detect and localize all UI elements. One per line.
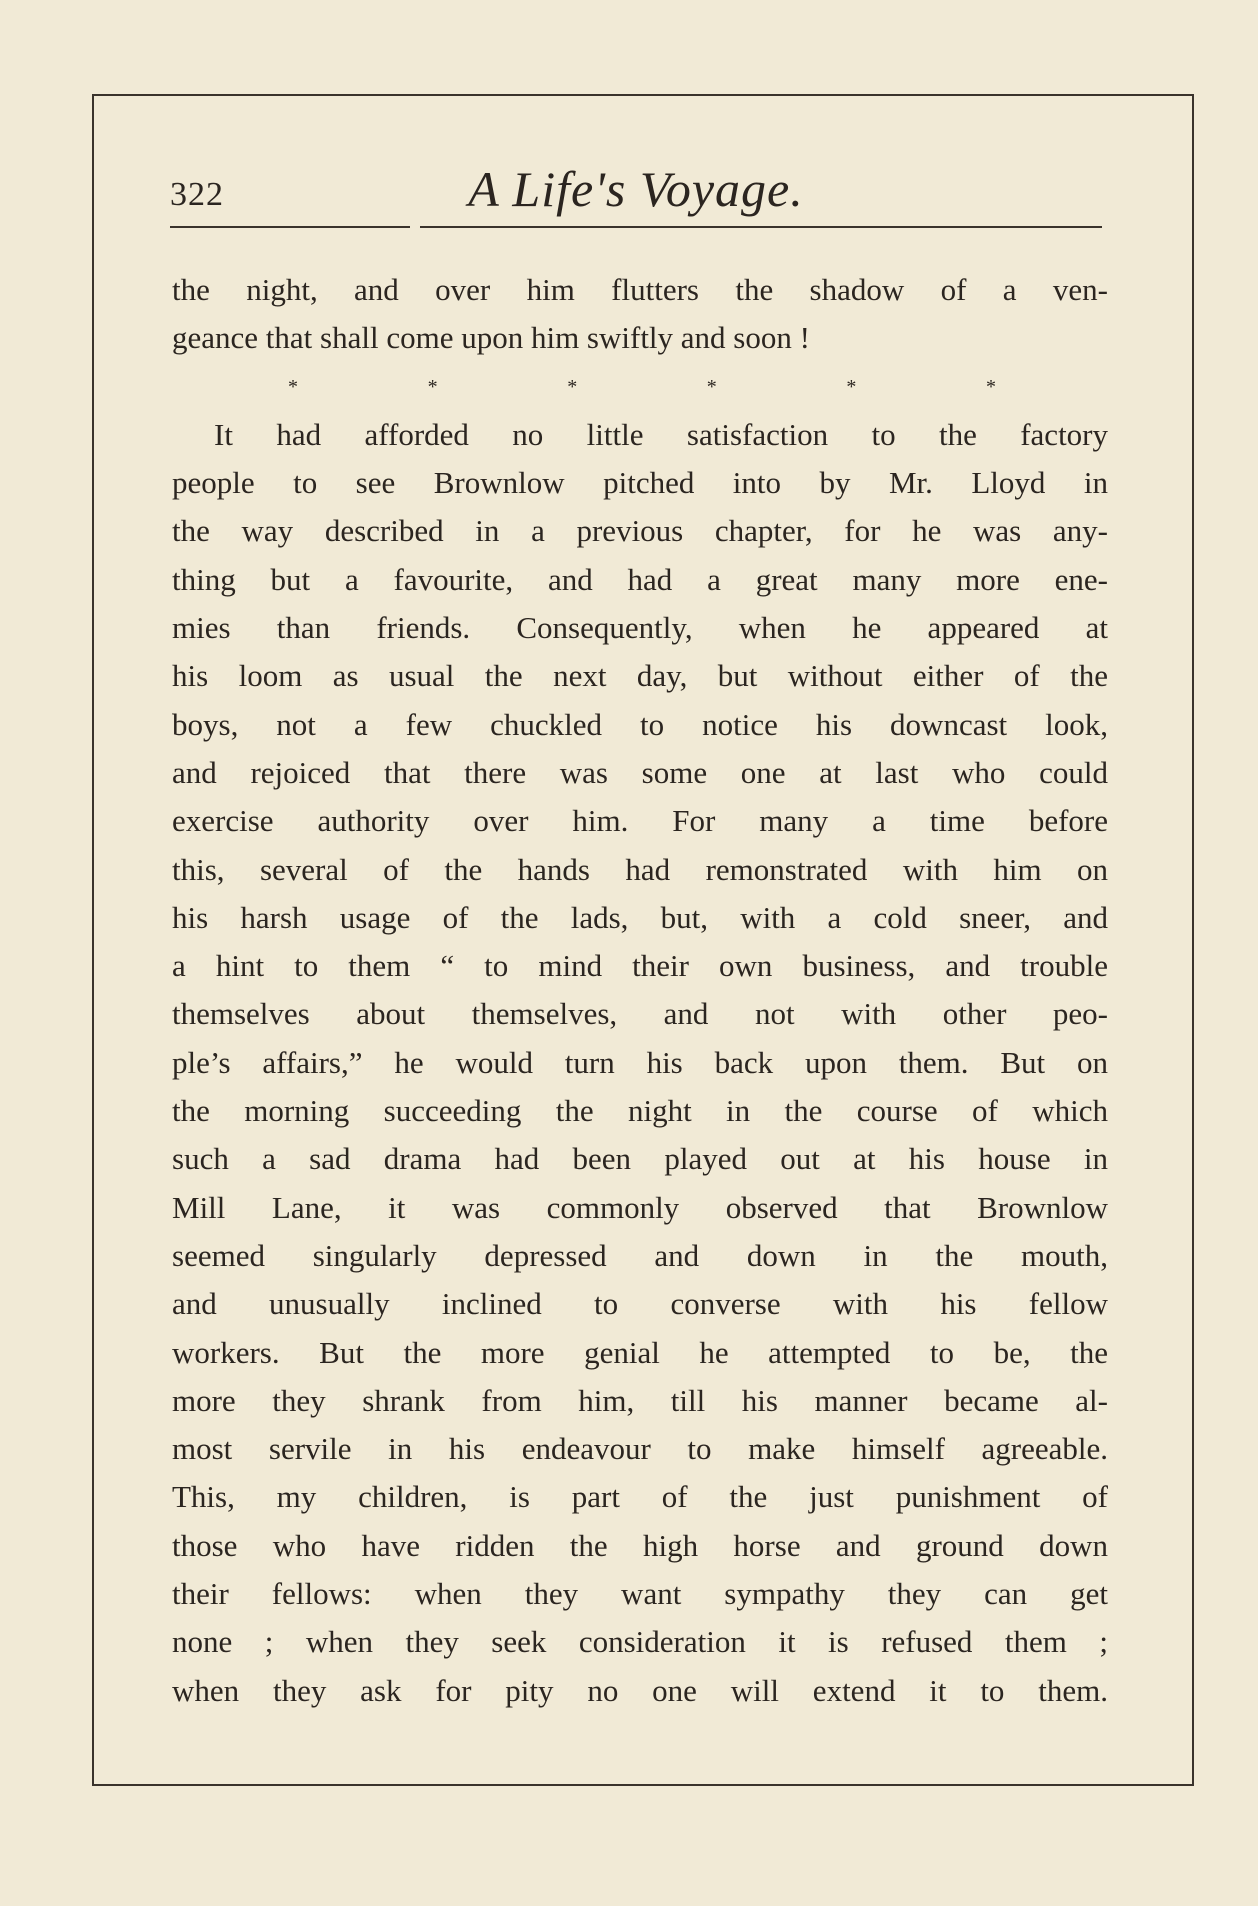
text-line: and rejoiced that there was some one at last who could [172, 754, 1108, 790]
text-line: his harsh usage of the lads, but, with a cold sneer, and [172, 899, 1108, 935]
body-text [172, 266, 1108, 1715]
asterisk: * [706, 375, 717, 398]
running-head [170, 160, 1102, 232]
text-line: and unusually inclined to converse with his fellow [172, 1286, 1108, 1322]
text-line: when they ask for pity no one will extend it to them. [172, 1672, 1108, 1708]
asterisk: * [985, 375, 996, 398]
text-line: It had afforded no little satisfaction to the factory [214, 416, 1108, 452]
text-line: mies than friends. Consequently, when he appeared at [172, 610, 1108, 646]
text-line: Mill Lane, it was commonly observed that Brownlow [172, 1189, 1108, 1225]
header-rule-right [420, 226, 1102, 228]
section-break [172, 363, 1108, 411]
text-line: boys, not a few chuckled to notice his downcast look, [172, 706, 1108, 742]
text-line: such a sad drama had been played out at his house in [172, 1141, 1108, 1177]
header-rule-left [170, 226, 410, 228]
text-line: those who have ridden the high horse and ground down [172, 1527, 1108, 1563]
asterisk: * [427, 375, 438, 398]
text-line: exercise authority over him. For many a time before [172, 803, 1108, 839]
text-line: none ; when they seek consideration it is refused them ; [172, 1624, 1108, 1660]
text-line: people to see Brownlow pitched into by Mr. Lloyd in [172, 465, 1108, 501]
text-line: their fellows: when they want sympathy they can get [172, 1576, 1108, 1612]
text-line: this, several of the hands had remonstrated with him on [172, 851, 1108, 887]
asterisk: * [567, 375, 578, 398]
text-line: thing but a favourite, and had a great many more ene- [172, 561, 1108, 597]
paragraph-closing [172, 266, 1108, 363]
text-line: themselves about themselves, and not with other peo- [172, 996, 1108, 1032]
text-line: the night, and over him flutters the shadow of a ven- [172, 272, 1108, 307]
text-line: This, my children, is part of the just punishment of [172, 1479, 1108, 1515]
text-line: seemed singularly depressed and down in the mouth, [172, 1237, 1108, 1273]
paragraph-main [172, 411, 1108, 1715]
text-line: most servile in his endeavour to make himself agreeable. [172, 1431, 1108, 1467]
asterisk: * [846, 375, 857, 398]
text-line: geance that shall come upon him swiftly and soon ! [172, 320, 810, 356]
asterisk: * [288, 375, 298, 398]
text-line: the way described in a previous chapter, for he was any- [172, 513, 1108, 549]
page-number: 322 [170, 176, 224, 213]
text-line: his loom as usual the next day, but without either of the [172, 658, 1108, 694]
text-line: more they shrank from him, till his manner became al- [172, 1382, 1108, 1418]
text-line: workers. But the more genial he attempted to be, the [172, 1334, 1108, 1370]
text-line: ple’s affairs,” he would turn his back upon them. But on [172, 1044, 1108, 1080]
text-line: a hint to them “ to mind their own business, and trouble [172, 948, 1108, 984]
running-title: A Life's Voyage. [468, 161, 804, 217]
text-line: the morning succeeding the night in the course of which [172, 1093, 1108, 1129]
